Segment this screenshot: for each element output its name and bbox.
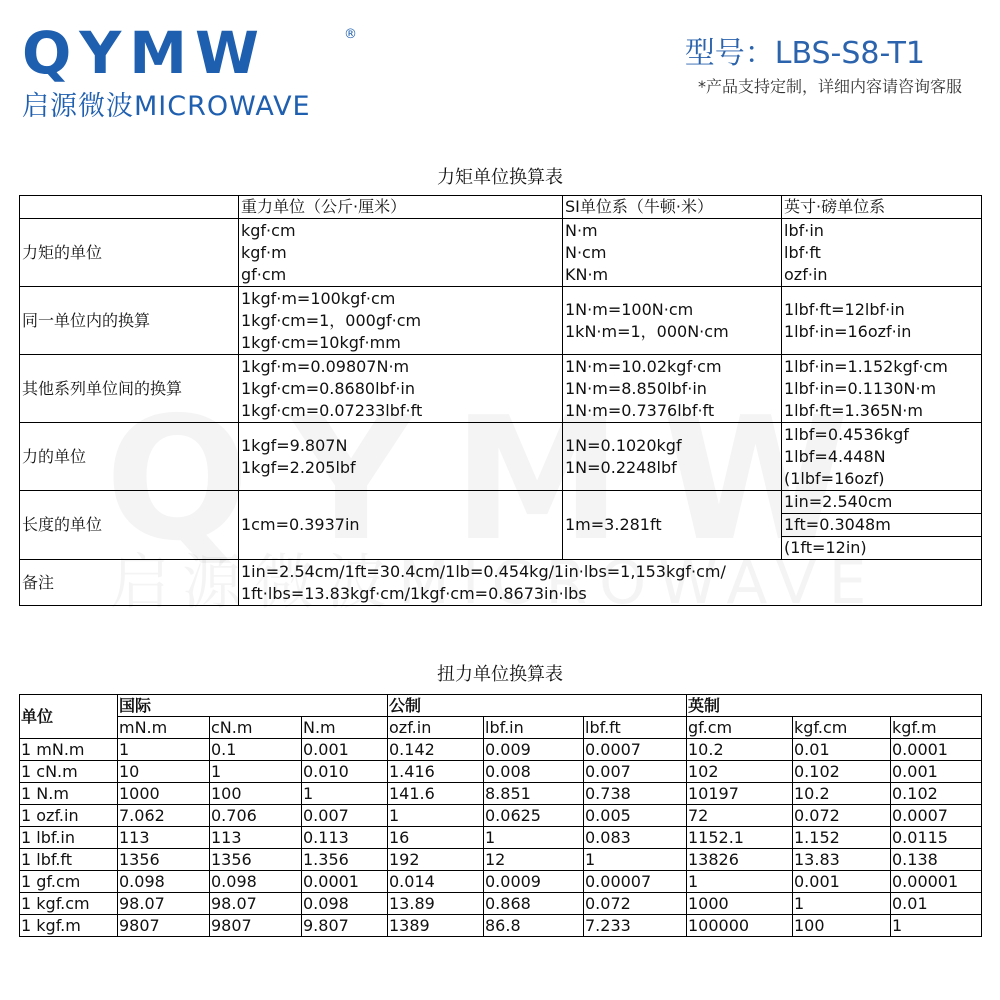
cell-line: 1kgf·cm=1，000gf·cm — [241, 310, 422, 330]
table-cell: 0.0009 — [484, 871, 584, 893]
column-header: N.m — [302, 717, 388, 739]
twist-table-body — [20, 739, 982, 937]
table-row — [20, 871, 982, 893]
table-cell: 0.007 — [584, 761, 687, 783]
table-cell: 1000 — [687, 893, 793, 915]
table-row — [20, 805, 982, 827]
cell-line: KN·m — [565, 264, 609, 284]
cell-line: 1N=0.2248lbf — [565, 457, 677, 477]
table-row — [20, 739, 982, 761]
group-header-row — [20, 695, 982, 717]
table-cell: 13.83 — [793, 849, 891, 871]
table-cell — [239, 287, 563, 355]
header-cell: 英寸·磅单位系 — [782, 196, 982, 219]
remark-label: 备注 — [20, 560, 239, 606]
table-cell: 9.807 — [302, 915, 388, 937]
column-header: kgf.cm — [793, 717, 891, 739]
cell-line: gf·cm — [241, 264, 287, 284]
torque-conversion-table — [19, 195, 982, 606]
table-cell: 1.152 — [793, 827, 891, 849]
table-cell: 1 — [484, 827, 584, 849]
cell-line: 1lbf=0.4536kgf — [784, 424, 909, 444]
table-cell: 1389 — [388, 915, 484, 937]
table-cell — [782, 355, 982, 423]
table-cell: 0.868 — [484, 893, 584, 915]
cell-line: kgf·m — [241, 242, 287, 262]
table-cell: 0.098 — [210, 871, 302, 893]
header-cell: 重力单位（公斤·厘米） — [239, 196, 563, 219]
cell-line: N·m — [565, 220, 598, 240]
table-cell: 0.01 — [793, 739, 891, 761]
table-cell: 0.005 — [584, 805, 687, 827]
table-cell: 0.00007 — [584, 871, 687, 893]
group-header: 公制 — [388, 695, 687, 717]
row-label: 力的单位 — [20, 423, 239, 491]
customization-note: *产品支持定制，详细内容请咨询客服 — [697, 77, 962, 96]
table-cell: 0.001 — [793, 871, 891, 893]
cell-line: 1lbf·ft=12lbf·in — [784, 299, 905, 319]
table-cell: 1 — [891, 915, 982, 937]
table-row — [20, 761, 982, 783]
table-row — [20, 287, 982, 355]
table-cell: 10.2 — [687, 739, 793, 761]
table-cell: 9807 — [210, 915, 302, 937]
table-cell: 0.001 — [891, 761, 982, 783]
remark-cell — [239, 560, 982, 606]
model-number: 型号：LBS-S8-T1 — [684, 36, 925, 71]
cell-line: 1lbf·ft=1.365N·m — [784, 400, 923, 420]
table-cell: 0.138 — [891, 849, 982, 871]
table-cell: 0.007 — [302, 805, 388, 827]
table-cell: 1ft=0.3048m — [782, 514, 982, 537]
table-cell — [563, 423, 782, 491]
table-row — [20, 423, 982, 491]
registered-mark: ® — [344, 27, 357, 42]
row-label: 1 kgf.cm — [20, 893, 118, 915]
remark-row — [20, 560, 982, 606]
table-cell: 113 — [210, 827, 302, 849]
table-cell — [782, 219, 982, 287]
table-cell: 1 — [793, 893, 891, 915]
cell-line: 1kgf·cm=10kgf·mm — [241, 332, 401, 352]
column-header: ozf.in — [388, 717, 484, 739]
table-cell: (1ft=12in) — [782, 537, 982, 560]
table-cell: 1000 — [118, 783, 210, 805]
table-header-row — [20, 196, 982, 219]
row-label: 1 N.m — [20, 783, 118, 805]
table-cell: 0.102 — [793, 761, 891, 783]
cell-line: 1lbf·in=1.152kgf·cm — [784, 356, 948, 376]
cell-line: 1N·m=10.02kgf·cm — [565, 356, 722, 376]
table-cell: 113 — [118, 827, 210, 849]
table-cell: 1in=2.540cm — [782, 491, 982, 514]
table-cell: 10.2 — [793, 783, 891, 805]
cell-line: 1kN·m=1，000N·cm — [565, 321, 729, 341]
table-cell: 7.062 — [118, 805, 210, 827]
column-header: lbf.in — [484, 717, 584, 739]
table-cell — [563, 219, 782, 287]
brand-logo — [22, 19, 357, 123]
row-label: 1 ozf.in — [20, 805, 118, 827]
row-label: 其他系列单位间的换算 — [20, 355, 239, 423]
table-cell: 0.098 — [118, 871, 210, 893]
table-cell: 0.0625 — [484, 805, 584, 827]
cell-line: 1N·m=100N·cm — [565, 299, 694, 319]
table-cell: 0.1 — [210, 739, 302, 761]
cell-line: 1kgf=2.205lbf — [241, 457, 356, 477]
table-cell: 9807 — [118, 915, 210, 937]
header-cell — [20, 196, 239, 219]
table-cell: 13.89 — [388, 893, 484, 915]
table-cell: 7.233 — [584, 915, 687, 937]
table-row — [20, 915, 982, 937]
table-cell: 100000 — [687, 915, 793, 937]
cell-line: 1N·m=0.7376lbf·ft — [565, 400, 715, 420]
table-cell: 0.0007 — [584, 739, 687, 761]
table-cell: 0.738 — [584, 783, 687, 805]
table-cell: 98.07 — [118, 893, 210, 915]
cell-line: 1kgf·m=100kgf·cm — [241, 288, 396, 308]
table-cell: 0.00001 — [891, 871, 982, 893]
table-cell: 100 — [793, 915, 891, 937]
table-cell: 1.356 — [302, 849, 388, 871]
group-header: 英制 — [687, 695, 982, 717]
table-row — [20, 219, 982, 287]
table-cell: 0.01 — [891, 893, 982, 915]
cell-line: 1N=0.1020kgf — [565, 435, 682, 455]
cell-line: 1lbf·in=16ozf·in — [784, 321, 912, 341]
table-row — [20, 849, 982, 871]
table-cell — [239, 355, 563, 423]
table-cell: 1 — [302, 783, 388, 805]
table-cell: 98.07 — [210, 893, 302, 915]
table-row — [20, 491, 982, 514]
cell-line: 1kgf·cm=0.07233lbf·ft — [241, 400, 423, 420]
cell-line: 1kgf·m=0.09807N·m — [241, 356, 410, 376]
table-cell: 192 — [388, 849, 484, 871]
table-cell: 0.098 — [302, 893, 388, 915]
table-cell: 0.014 — [388, 871, 484, 893]
remark-line: 1ft·lbs=13.83kgf·cm/1kgf·cm=0.8673in·lbs — [241, 583, 587, 603]
cell-line: ozf·in — [784, 264, 828, 284]
table-cell: 0.008 — [484, 761, 584, 783]
table-cell: 72 — [687, 805, 793, 827]
table-cell: 0.072 — [584, 893, 687, 915]
remark-line: 1in=2.54cm/1ft=30.4cm/1lb=0.454kg/1in·lbs=1,153kgf·cm/ — [241, 561, 726, 581]
unit-header: 单位 — [20, 695, 118, 739]
column-header: cN.m — [210, 717, 302, 739]
group-header: 国际 — [118, 695, 388, 717]
row-label: 1 lbf.in — [20, 827, 118, 849]
table-cell: 86.8 — [484, 915, 584, 937]
row-label: 力矩的单位 — [20, 219, 239, 287]
cell-line: 1lbf·in=0.1130N·m — [784, 378, 937, 398]
twist-table-title: 扭力单位换算表 — [437, 664, 563, 685]
table-cell — [782, 423, 982, 491]
column-header: kgf.m — [891, 717, 982, 739]
table-cell: 0.113 — [302, 827, 388, 849]
table-cell: 0.0001 — [302, 871, 388, 893]
table-cell: 0.072 — [793, 805, 891, 827]
row-label: 1 cN.m — [20, 761, 118, 783]
table-cell: 0.0115 — [891, 827, 982, 849]
table-cell: 1cm=0.3937in — [239, 491, 563, 560]
table-row — [20, 893, 982, 915]
table-cell: 1m=3.281ft — [563, 491, 782, 560]
table-cell: 141.6 — [388, 783, 484, 805]
table-cell: 1356 — [118, 849, 210, 871]
cell-line: kgf·cm — [241, 220, 296, 240]
table-cell: 1 — [584, 849, 687, 871]
cell-line: 1N·m=8.850lbf·in — [565, 378, 707, 398]
cell-line: 1kgf·cm=0.8680lbf·in — [241, 378, 415, 398]
column-header: gf.cm — [687, 717, 793, 739]
table-cell: 1 — [118, 739, 210, 761]
table-cell — [782, 287, 982, 355]
table-cell: 0.102 — [891, 783, 982, 805]
table-cell: 1152.1 — [687, 827, 793, 849]
cell-line: 1lbf=4.448N — [784, 446, 886, 466]
logo-subtitle: 启源微波MICROWAVE — [22, 91, 311, 122]
table-cell: 10 — [118, 761, 210, 783]
twist-conversion-table — [19, 694, 982, 937]
column-header-row — [20, 717, 982, 739]
table-cell: 0.083 — [584, 827, 687, 849]
cell-line: N·cm — [565, 242, 607, 262]
table-cell: 1.416 — [388, 761, 484, 783]
table-cell — [239, 423, 563, 491]
cell-line: 1kgf=9.807N — [241, 435, 348, 455]
table-cell: 100 — [210, 783, 302, 805]
table-row — [20, 783, 982, 805]
table-cell — [563, 355, 782, 423]
cell-line: lbf·ft — [784, 242, 821, 262]
column-header: mN.m — [118, 717, 210, 739]
table-cell: 1 — [210, 761, 302, 783]
table-cell: 1 — [388, 805, 484, 827]
table-row — [20, 827, 982, 849]
cell-line: lbf·in — [784, 220, 824, 240]
cell-line: (1lbf=16ozf) — [784, 468, 885, 488]
row-label: 长度的单位 — [20, 491, 239, 560]
table-cell — [239, 219, 563, 287]
table-cell: 12 — [484, 849, 584, 871]
table-cell: 0.142 — [388, 739, 484, 761]
row-label: 1 lbf.ft — [20, 849, 118, 871]
table-cell: 0.706 — [210, 805, 302, 827]
table-cell: 1 — [687, 871, 793, 893]
table-cell: 16 — [388, 827, 484, 849]
table-row — [20, 355, 982, 423]
column-header: lbf.ft — [584, 717, 687, 739]
torque-table-title: 力矩单位换算表 — [437, 167, 563, 188]
table-cell: 0.009 — [484, 739, 584, 761]
table-cell: 0.0001 — [891, 739, 982, 761]
table-cell: 10197 — [687, 783, 793, 805]
table-cell: 0.0007 — [891, 805, 982, 827]
table-cell — [563, 287, 782, 355]
row-label: 同一单位内的换算 — [20, 287, 239, 355]
logo-mark — [22, 19, 357, 87]
table-cell: 0.001 — [302, 739, 388, 761]
table-cell: 0.010 — [302, 761, 388, 783]
row-label: 1 mN.m — [20, 739, 118, 761]
table-cell: 13826 — [687, 849, 793, 871]
table-cell: 1356 — [210, 849, 302, 871]
row-label: 1 gf.cm — [20, 871, 118, 893]
table-cell: 102 — [687, 761, 793, 783]
row-label: 1 kgf.m — [20, 915, 118, 937]
header-cell: SI单位系（牛顿·米） — [563, 196, 782, 219]
logo-letters: QYMW — [22, 19, 267, 87]
table-cell: 8.851 — [484, 783, 584, 805]
